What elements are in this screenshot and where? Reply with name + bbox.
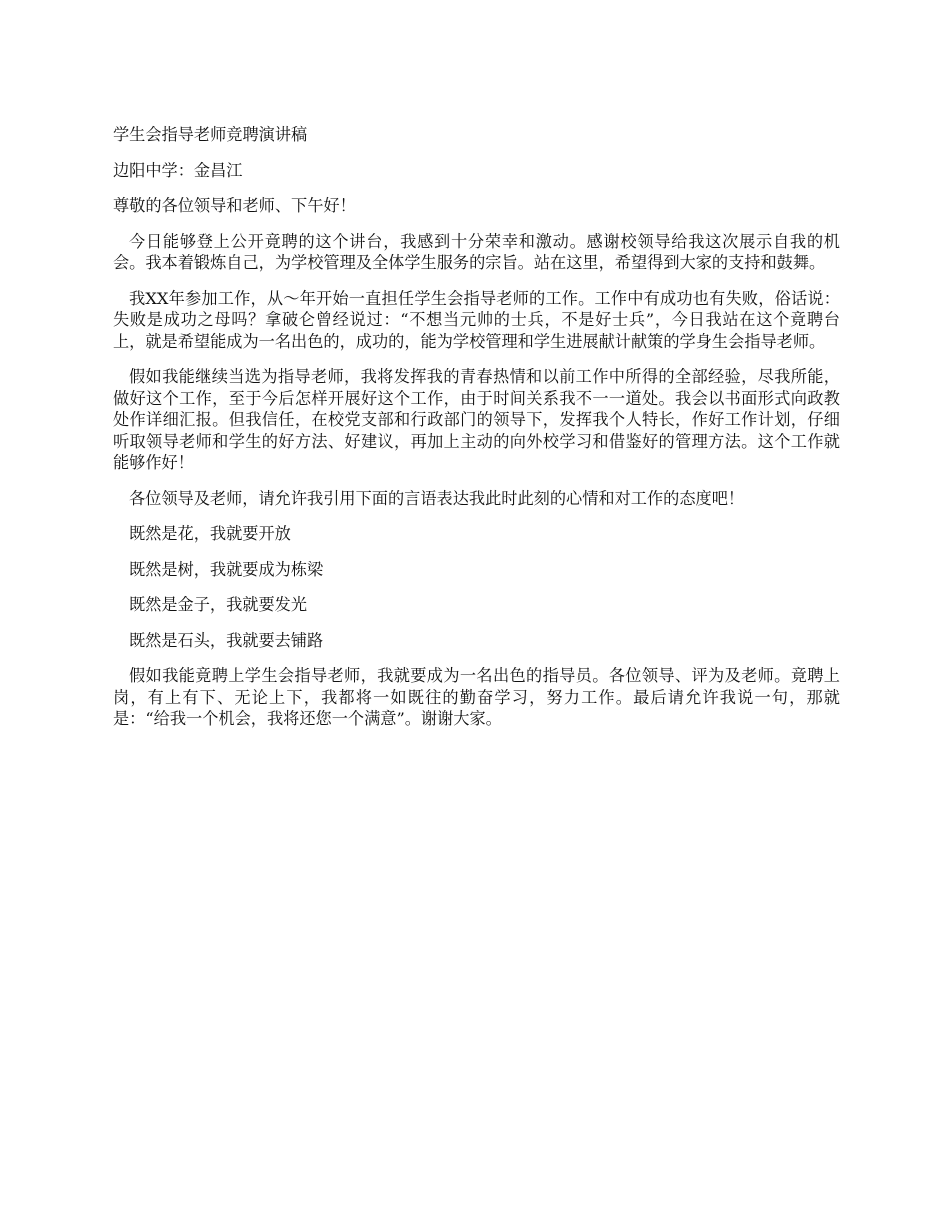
author-line: 边阳中学：金昌江	[113, 160, 243, 180]
body-paragraph-1: 今日能够登上公开竟聘的这个讲台，我感到十分荣幸和激动。感谢校领导给我这次展示自我的机会。我本着锻炼自己，为学校管理及全体学生服务的宗旨。站在这里，希望得到大家的支持和鼓舞。	[113, 231, 840, 272]
document-page	[113, 124, 840, 744]
body-paragraph-4: 各位领导及老师，请允许我引用下面的言语表达我此时此刻的心情和对工作的态度吧！	[129, 488, 745, 508]
body-paragraph-3: 假如我能继续当选为指导老师，我将发挥我的青春热情和以前工作中所得的全部经验，尽我所能，做好这个工作，至于今后怎样开展好这个工作，由于时间关系我不一一道处。我会以书面形式向政教处作详细汇报。但我信任，在校党支部和行政部门的领导下，发挥我个人特长，作好工作计划，仔细听取领导老师和学生的好方法、好建议，再加上主动的向外校学习和借鉴好的管理方法。这个工作就能够作好！	[113, 367, 840, 472]
poem-line-3: 既然是金子，我就要发光	[129, 595, 308, 614]
poem-line-1: 既然是花，我就要开放	[129, 524, 291, 543]
closing-paragraph: 假如我能竟聘上学生会指导老师，我就要成为一名出色的指导员。各位领导、评为及老师。竟聘上岗，有上有下、无论上下，我都将一如既往的勤奋学习，努力工作。最后请允许我说一句，那就是：“给我一个机会，我将还您一个满意”。谢谢大家。	[113, 666, 840, 728]
poem-line-2: 既然是树，我就要成为栋梁	[129, 559, 324, 579]
body-paragraph-2: 我XX年参加工作，从～年开始一直担任学生会指导老师的工作。工作中有成功也有失败，俗话说：失败是成功之母吗？拿破仑曾经说过：“不想当元帅的士兵，不是好士兵”，今日我站在这个竟聘台上，就是希望能成为一名出色的，成功的，能为学校管理和学生进展献计献策的学身生会指导老师。	[113, 288, 840, 351]
poem-line-4: 既然是石头，我就要去铺路	[129, 630, 324, 650]
document-title: 学生会指导老师竞聘演讲稿	[113, 125, 308, 144]
salutation: 尊敬的各位领导和老师、下午好！	[113, 196, 356, 215]
